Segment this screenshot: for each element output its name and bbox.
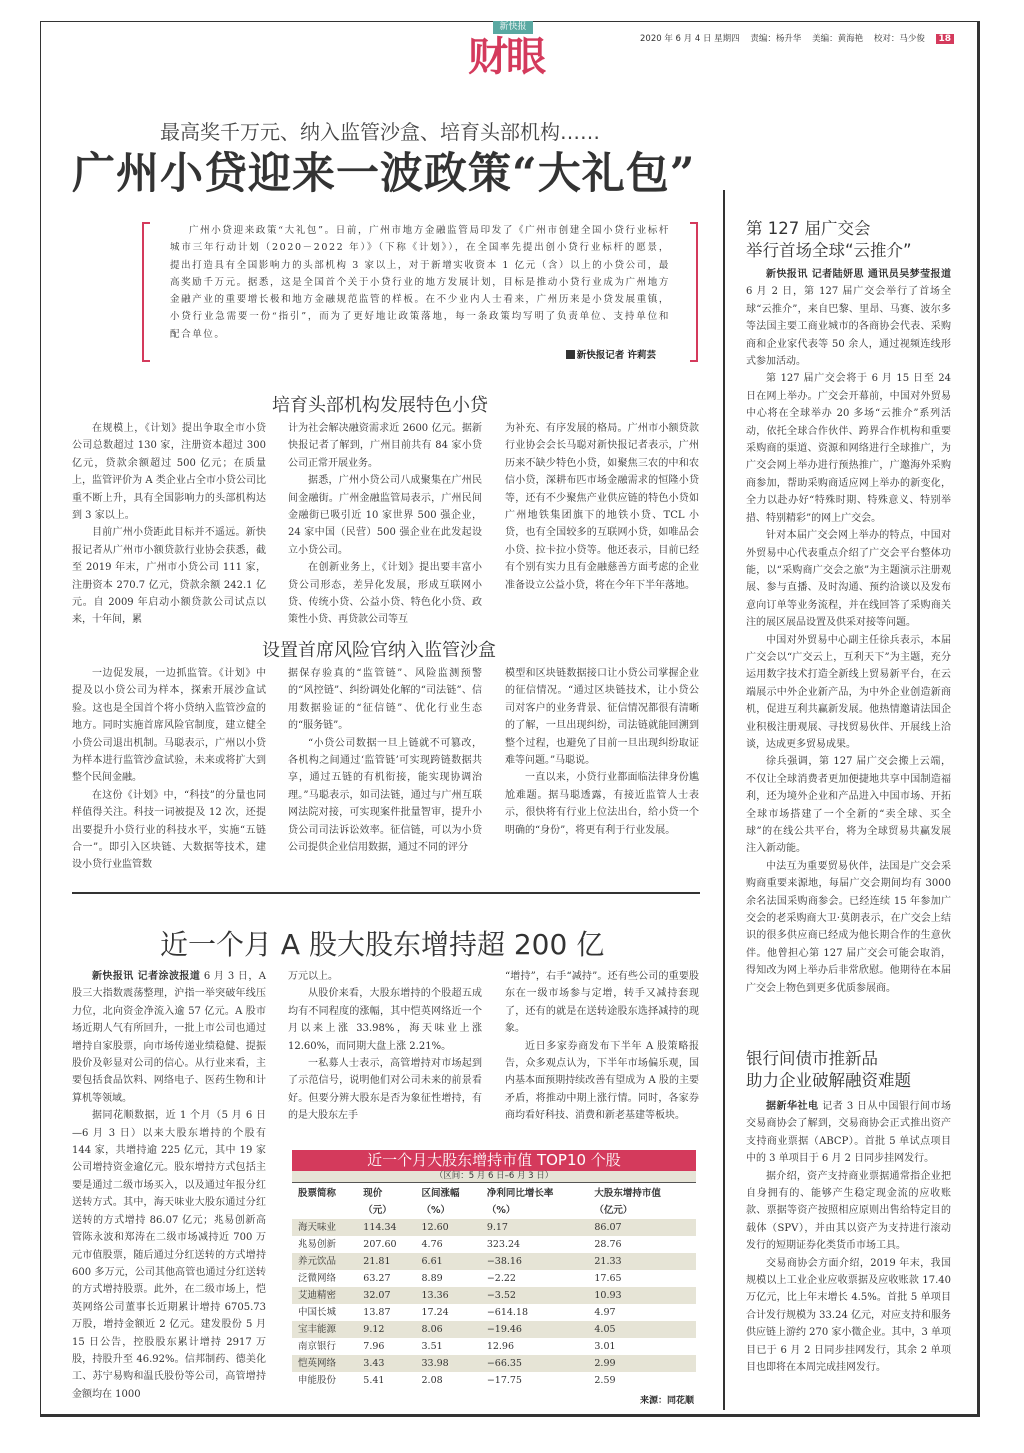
page-number-badge: 18 (936, 34, 955, 44)
table-cell: 86.07 (588, 1219, 696, 1236)
table-body (292, 1219, 696, 1389)
sidebar-story2-body (746, 1098, 951, 1377)
paragraph-text: 6 月 3 日，A 股三大指数震荡整理，沪指一举突破年线压力位，北向资金净流入逾 57 亿元。A 股市场近期人气有所回升，一批上市公司也通过增持自家股票，向市场传递业绩稳健、提振股价及彰显对公司的信心。从行业来看，主要包括食品饮料、网络电子、医药生物和计算机等领域。 (72, 971, 267, 1104)
table-subtitle: （区间：5 月 6 日–6 月 3 日） (292, 1171, 696, 1183)
table-title: 近一个月大股东增持市值 TOP10 个股 (292, 1150, 696, 1171)
dateline: 新快报讯 记者涂波报道 (92, 971, 201, 982)
lead-byline: 新快报记者 许莉芸 (566, 347, 656, 361)
table-cell: 13.87 (363, 1307, 391, 1318)
table-cell: 6.61 (416, 1253, 481, 1270)
section-logo (468, 21, 558, 80)
lead-summary-text: 广州小贷迎来政策“大礼包”。日前，广州市地方金融监管局印发了《广州市创建全国小贷行业标杆城市三年行动计划（2020－2022 年）》（下称《计划》），在全国率先提出创小贷行业标杆的愿景，提出打造具有全国影响力的头部机构 3 家以上，对于新增实收资本 1 亿元（含）以上的小贷公司，最高奖励千万元。据悉，这是全国首个关于小贷行业的地方发展计划，目标是推动小贷行业成为广州地方金融产业的重要增长极和地方金融规范监管的样板。在不少业内人士看来，广州历来是小贷发展重镇，小贷行业急需要一份“指引”，而为了更好地让政策落地，每一条政策均写明了负责单位、支持单位和配合单位。 (170, 225, 670, 340)
table-cell: 7.96 (363, 1341, 385, 1352)
paragraph (72, 968, 266, 1107)
table-row (292, 1321, 696, 1338)
paragraph (746, 1098, 951, 1168)
paragraph: 针对本届广交会网上举办的特点，中国对外贸易中心代表重点介绍了广交会平台整体功能，以“采购商广交会之旅”为主题演示注册观展、参与直播、及时沟通、预约洽谈以及发布意向订单等业务流程，并在线回答了采购商关注的展区展品设置及供采对接等问题。 (746, 530, 951, 629)
table-cell: −19.46 (481, 1321, 589, 1338)
table-cell: 21.81 (357, 1253, 415, 1270)
table-cell: 2.08 (421, 1375, 443, 1386)
top10-stock-table (292, 1150, 696, 1406)
right-bracket-ornament (690, 222, 698, 362)
title-line: 银行间债市推新品 (746, 1049, 878, 1068)
table-row (292, 1338, 696, 1355)
table-cell: 4.97 (594, 1307, 616, 1318)
table-cell: 17.24 (421, 1307, 449, 1318)
paragraph: 中国对外贸易中心副主任徐兵表示，本届广交会以“广交云上，互利天下”为主题，充分运用数字技术打造全新线上贸易新平台，在云端展示中外企业新产品，为中外企业创造新商机，促进互利共赢新发展。他热情邀请法国企业积极注册观展、寻找贸易伙伴、开展线上洽谈，达成更多贸易成果。 (746, 634, 951, 750)
article-column (505, 665, 699, 839)
designer-credit: 美编：黄海艳 (812, 34, 864, 44)
section-name: 财眼 (468, 33, 544, 80)
table-row (292, 1253, 696, 1270)
left-bracket-ornament (142, 222, 150, 362)
title-line: 助力企业破解融资难题 (746, 1071, 911, 1090)
table-cell: 10.93 (588, 1287, 696, 1304)
table-cell: −17.75 (486, 1375, 522, 1386)
stock-name-cell: 海天味业 (292, 1219, 357, 1236)
header-unit: （%） (486, 1205, 516, 1216)
header-label: 大股东增持市值 (594, 1188, 661, 1199)
paragraph: 据介绍，资产支持商业票据通常指企业把自身拥有的、能够产生稳定现金流的应收账款、票据等资产按照相应原则出售给特定目的载体（SPV），并由其以资产为支持进行滚动发行的短期证券化类货币市场工具。 (746, 1170, 951, 1252)
table-cell: 207.60 (363, 1239, 397, 1250)
table-cell: 21.33 (588, 1253, 696, 1270)
table-cell: 4.76 (421, 1239, 443, 1250)
header-label: 区间涨幅 (421, 1188, 460, 1199)
table-header-cell (292, 1183, 357, 1219)
table-row (292, 1219, 696, 1236)
table-cell: −38.16 (481, 1253, 589, 1270)
table-cell: −614.18 (486, 1307, 529, 1318)
paragraph: 中法互为重要贸易伙伴，法国是广交会采购商重要来源地，每届广交会期间均有 3000 余名法国采购商参会。已经连续 15 年参加广交会的老采购商大卫·莫朗表示，在广交会上结识的很多供应商已经成为他长期合作的生意伙伴。他曾担心第 127 届广交会可能会取消，得知改为网上举办后非常欣慰。他期待在本届广交会上物色到更多优质参展商。 (746, 860, 951, 994)
section-divider (72, 892, 700, 894)
paragraph: 目前广州小贷距此目标并不遥远。新快报记者从广州市小额贷款行业协会获悉，截至 2019 年末，广州市小贷公司 111 家，注册资本 270.7 亿元，贷款余额 242.1 亿元。自 2009 年启动小额贷款公司试点以来，十年间，累 (72, 527, 266, 626)
article-column (288, 968, 482, 1125)
paragraph: “小贷公司数据一旦上链就不可篡改，各机构之间通过‘监管链’可实现跨链数据共享，通过五链的有机衔接，能实现协调治理。”马聪表示，如司法链，通过与广州互联网法院对接，可实现案件批量智审，提升小贷公司司法诉讼效率。征信链，可以为小贷公司提供企业信用数据，通过不同的评分 (288, 737, 482, 854)
paragraph: 徐兵强调，第 127 届广交会搬上云端，不仅让全球消费者更加便捷地共享中国制造福利，还为境外企业和产品进入中国市场、开拓全球市场搭建了一个全新的“卖全球、买全球”的在线公共平台，将为全球贸易共赢发展注入新动能。 (746, 756, 951, 855)
paragraph: 一私募人士表示，高管增持对市场起到了示范信号，说明他们对公司未来的前景看好。但要分辨大股东是否为象征性增持，有的是大股东左手 (288, 1058, 482, 1122)
table-row (292, 1355, 696, 1372)
paragraph: 模型和区块链数据接口让小贷公司掌握企业的征信情况。“通过区块链技术，让小贷公司对客户的业务背景、征信情况都很有清晰的了解，一旦出现纠纷，司法链就能回溯到整个过程，也避免了目前一旦出现纠纷取证难等问题。”马聪说。 (505, 668, 699, 767)
dateline: 据新华社电 (766, 1101, 819, 1112)
sidebar-story2-title (746, 1048, 911, 1092)
section-title-head-institutions: 培育头部机构发展特色小贷 (272, 395, 488, 416)
table-cell: 3.43 (357, 1355, 415, 1372)
paragraph: “增持”，右手“减持”。还有些公司的重要股东在一级市场参与定增，转手又减持套现了，还有的就是在送转途股东选择减持的现象。 (505, 971, 699, 1035)
table-source: 来源：同花顺 (639, 1396, 694, 1406)
paragraph: 一直以来，小贷行业都面临法律身份尴尬难题。据马聪透露，有接近监管人士表示，很快将有行业上位法出台，给小贷一个明确的“身份”，将更有利于行业发展。 (505, 772, 699, 836)
brand-small-logo: 新快报 (493, 21, 533, 34)
paragraph-text: 6 月 2 日，第 127 届广交会举行了首场全球“云推介”，来自巴黎、里昂、马赛、波尔多等法国主要工商业城市的各商协会代表、采购商和企业家代表等 50 余人，通过视频连线形式参加活动。 (746, 286, 951, 368)
table-cell: 8.06 (416, 1321, 481, 1338)
table-row (292, 1270, 696, 1287)
table-cell: 33.98 (416, 1355, 481, 1372)
stock-name-cell: 兆易创新 (298, 1239, 337, 1250)
lead-kicker: 最高奖千万元、纳入监管沙盒、培育头部机构…… (160, 120, 600, 144)
header-label: 净利同比增长率 (486, 1188, 554, 1199)
paragraph: 近日多家券商发布下半年 A 股策略报告，众多观点认为，下半年市场偏乐观，国内基本面预期持续改善有望成为 A 股的主要矛盾，将推动中期上涨行情。同时，各家券商均看好科技、消费和新老基建等板块。 (505, 1040, 699, 1122)
table-cell: 323.24 (486, 1239, 521, 1250)
table-header-cell (416, 1183, 481, 1219)
table-cell: −2.22 (486, 1273, 516, 1284)
stock-name-cell: 恺英网络 (292, 1355, 357, 1372)
table-cell: −66.35 (481, 1355, 589, 1372)
stock-name-cell: 南京银行 (298, 1341, 337, 1352)
article-column (72, 420, 266, 629)
stock-name-cell: 申能股份 (298, 1375, 337, 1386)
table-cell: 13.36 (416, 1287, 481, 1304)
lead-headline: 广州小贷迎来一波政策“大礼包” (72, 149, 696, 199)
table-cell: 32.07 (357, 1287, 415, 1304)
paragraph: 交易商协会方面介绍，2019 年末，我国规模以上工业企业应收票据及应收账款 17.40 万亿元，比上年末增长 4.5%。首批 5 单项目合计发行规模为 33.24 亿元，对应支持和服务供应链上游约 270 家小微企业。其中，3 单项目已于 6 月 2 日同步挂网发行，其余 2 单项目也即将在本周完成挂网发行。 (746, 1257, 951, 1374)
table-cell: 63.27 (363, 1273, 391, 1284)
sidebar-story1-body (746, 266, 951, 997)
table-header-cell (357, 1183, 415, 1219)
table-cell: 3.01 (594, 1341, 616, 1352)
table-cell: 3.51 (421, 1341, 443, 1352)
table-row (292, 1304, 696, 1321)
dateline: 新快报讯 记者陆妍思 通讯员吴梦莹报道 (766, 269, 951, 280)
header-unit: （%） (421, 1205, 451, 1216)
stock-name-cell: 泛微网络 (298, 1273, 337, 1284)
table-cell: −3.52 (481, 1287, 589, 1304)
table-cell: 12.60 (416, 1219, 481, 1236)
table-cell: 2.99 (588, 1355, 696, 1372)
proofreader-credit: 校对：马少俊 (873, 34, 925, 44)
stock-table (292, 1183, 696, 1389)
article-column (72, 665, 266, 874)
section-title-risk-officer: 设置首席风险官纳入监管沙盒 (262, 640, 496, 661)
table-header-row (292, 1183, 696, 1219)
paragraph: 从股价来看，大股东增持的个股超五成均有不同程度的涨幅，其中恺英网络近一个月以来上涨 33.98%，海天味业上涨 12.60%，而同期大盘上涨 2.21%。 (288, 988, 482, 1052)
header-unit: （亿元） (594, 1205, 633, 1216)
paragraph: 在规模上，《计划》提出争取全市小贷公司总数超过 130 家，注册资本超过 300 亿元，贷款余额超过 500 亿元；在质量上，监管评价为 A 类企业占全市小贷公司比重不断上升，具有全国影响力的头部机构达到 3 家以上。 (72, 423, 266, 522)
table-cell: 9.17 (481, 1219, 589, 1236)
table-cell: 4.05 (588, 1321, 696, 1338)
lead-summary-box (142, 222, 698, 364)
table-header-cell (481, 1183, 589, 1219)
paragraph: 第 127 届广交会将于 6 月 15 日至 24 日在网上举办。广交会开幕前，中国对外贸易中心将在全球举办 20 多场“云推介”系列活动，依托全球合作伙伴、跨界合作机构和重要采购商的渠道、资源和网络进行全球推广，为广交会网上举办进行预热推广，广邀海外采购商参加，帮助采购商适应网上举办的新变化，全力以赴办好“特殊时期、特殊意义、特别举措、特别精彩”的网上广交会。 (746, 373, 951, 524)
paragraph: 在这份《计划》中，“科技”的分量也同样值得关注。科技一词被提及 12 次，还提出要提升小贷行业的科技水平，实施“五链合一”。即引入区块链、大数据等技术，建设小贷行业监管数 (72, 789, 266, 871)
header-unit: （元） (363, 1205, 392, 1216)
editor-credit: 责编：杨升华 (750, 34, 802, 44)
table-row (292, 1287, 696, 1304)
paragraph: 万元以上。 (288, 971, 338, 982)
paragraph: 据悉，广州小贷公司八成聚集在广州民间金融街。广州金融监管局表示，广州民间金融街已吸引近 10 家世界 500 强企业，24 家中国（民营）500 强企业在此发起设立小贷公司。 (288, 475, 482, 556)
table-cell: 5.41 (363, 1375, 385, 1386)
stock-name-cell: 宝丰能源 (292, 1321, 357, 1338)
paragraph: 据保存验真的“监管链”、风险监测预警的“风控链”、纠纷调处化解的“司法链”、信用数据验证的“征信链”、优化行业生态的“服务链”。 (288, 668, 482, 732)
stock-name-cell: 中国长城 (298, 1307, 337, 1318)
header-label: 现价 (363, 1188, 383, 1199)
title-line: 第 127 届广交会 (746, 219, 871, 238)
stock-name-cell: 艾迪精密 (292, 1287, 357, 1304)
paragraph-text: 记者 3 日从中国银行间市场交易商协会了解到，交易商协会正式推出资产支持商业票据（ABCP）。首批 5 单试点项目中的 3 单项目于 6 月 2 日同步挂网发行。 (746, 1101, 951, 1165)
table-row (292, 1372, 696, 1389)
table-row (292, 1236, 696, 1253)
stock-name-cell: 养元饮品 (292, 1253, 357, 1270)
paragraph: 一边促发展，一边抓监管。《计划》中提及以小贷公司为样本，探索开展沙盒试验。这也是全国首个将小贷纳入监管沙盒的地方。同时实施首席风险官制度，建立健全小贷公司退出机制。马聪表示，广州以小贷为样本进行监管沙盒试验，未来或将扩大到整个民间金融。 (72, 668, 266, 784)
article-column (505, 968, 699, 1125)
table-cell: 9.12 (357, 1321, 415, 1338)
page-header-info (640, 32, 954, 44)
table-cell: 28.76 (594, 1239, 622, 1250)
table-cell: 2.59 (594, 1375, 616, 1386)
paragraph: 计为社会解决融资需求近 2600 亿元。据新快报记者了解到，广州目前共有 84 家小贷公司正常开展业务。 (288, 423, 482, 469)
article-column (288, 420, 482, 629)
table-cell: 17.65 (594, 1273, 622, 1284)
paragraph: 据同花顺数据，近 1 个月（5 月 6 日—6 月 3 日）以来大股东增持的个股有 144 家，共增持逾 225 亿元，其中 19 家公司增持资金逾亿元。股东增持方式包括主要是通过二级市场买入，以及通过年报分红送转方式。其中，海天味业大股东通过分红送转的方式增持 86.07 亿元；兆易创新高管陈永波和郑涛在二级市场减持近 700 万元市值股票，随后通过分红送转的方式增持 600 多万元，公司其他高管也通过分红送转的方式增持股票。此外，在二级市场上，恺英网络公司董事长近期累计增持 6705.73 万股，增持金额近 2 亿元。建发股份 5 月 15 日公告，控股股东累计增持 2917 万股，持股升至 46.92%。信邦制药、德美化工、苏宁易购和温氏股份等公司，高管增持金额均在 1000 (72, 1110, 266, 1400)
table-header-cell (588, 1183, 696, 1219)
stock-headline: 近一个月 A 股大股东增持超 200 亿 (160, 928, 605, 961)
issue-date: 2020 年 6 月 4 日 星期四 (640, 34, 740, 44)
table-cell: 8.89 (421, 1273, 443, 1284)
paragraph: 为补充、有序发展的格局。广州市小额贷款行业协会会长马聪对新快报记者表示，广州历来不缺少特色小贷，如聚焦三农的中和农信小贷，深耕布匹市场金融需求的恒隆小贷等，还有不少聚焦产业供应链的特色小贷如广州地铁集团旗下的地铁小贷、TCL 小贷，也有全国较多的互联网小贷，如唯品会小贷、拉卡拉小贷等。他还表示，目前已经有个别有实力且有金融慈善方面考虑的企业准备设立公益小贷，将在今年下半年落地。 (505, 423, 699, 591)
column-rule (723, 190, 725, 1410)
article-column (72, 968, 266, 1403)
paragraph (746, 266, 951, 370)
sidebar-story1-title (746, 218, 912, 262)
paragraph: 在创新业务上，《计划》提出要丰富小贷公司形态，差异化发展，形成互联网小贷、传统小贷、公益小贷、特色化小贷、政策性小贷、再贷款公司等互 (288, 562, 482, 626)
article-column (505, 420, 699, 594)
article-column (288, 665, 482, 856)
table-cell: 12.96 (486, 1341, 515, 1352)
header-label: 股票简称 (298, 1188, 337, 1199)
table-cell: 114.34 (357, 1219, 415, 1236)
title-line: 举行首场全球“云推介” (746, 241, 912, 260)
